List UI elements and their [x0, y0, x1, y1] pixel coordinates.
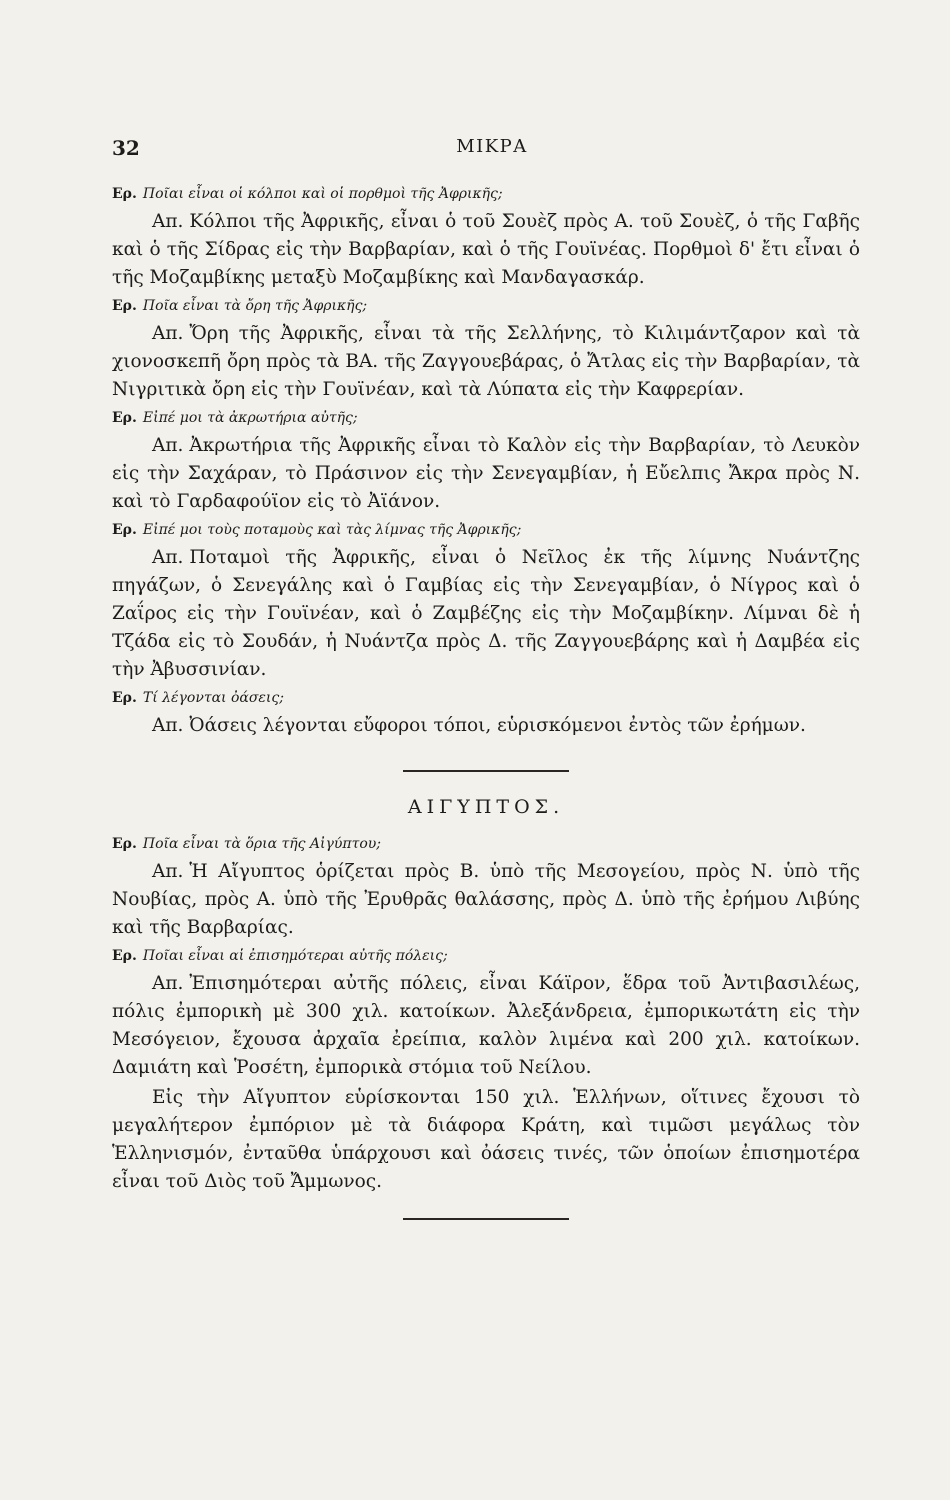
question-text: Ποῖα εἶναι τὰ ὅρια τῆς Αἰγύπτου; [142, 836, 382, 852]
answer-text: Ὀάσεις λέγονται εὔφοροι τόποι, εὑρισκόμενοι ἐντὸς τῶν ἐρήμων. [189, 715, 806, 736]
question [112, 296, 860, 317]
answer [112, 970, 860, 1082]
question-label: Ερ. [112, 522, 137, 538]
answer-text: Ὄρη τῆς Ἀφρικῆς, εἶναι τὰ τῆς Σελλήνης, τὸ Κιλιμάντζαρον καὶ τὰ χιονοσκεπῆ ὄρη πρὸς τὰ ΒΑ. τῆς Ζαγγουεβάρας, ὁ Ἄτλας εἰς τὴν Βαρβαρίαν, τὰ Νιγριτικὰ ὄρη εἰς τὴν Γουϊνέαν, καὶ τὰ Λύπατα εἰς τὴν Καφρερίαν. [112, 323, 860, 400]
answer-text: Ποταμοὶ τῆς Ἀφρικῆς, εἶναι ὁ Νεῖλος ἐκ τῆς λίμνης Νυάντζης πηγάζων, ὁ Σενεγάλης καὶ ὁ Γαμβίας εἰς τὴν Σενεγαμβίαν, ὁ Νίγρος καὶ ὁ Ζαΐρος εἰς τὴν Γουϊνέαν, καὶ ὁ Ζαμβέζης εἰς τὴν Μοζαμβίκην. Λίμναι δὲ ἡ Τζάδα εἰς τὸ Σουδάν, ἡ Νυάντζα πρὸς Δ. τῆς Ζαγγουεβάρης καὶ ἡ Δαμβέα εἰς τὴν Ἀβυσσινίαν. [112, 547, 860, 680]
question [112, 834, 860, 855]
page-number: 32 [112, 136, 140, 160]
question-label: Ερ. [112, 186, 137, 202]
question-text: Ποῖα εἶναι τὰ ὄρη τῆς Ἀφρικῆς; [142, 298, 368, 314]
answer-label: Απ. [152, 323, 184, 344]
answer-text: Ἐπισημότεραι αὐτῆς πόλεις, εἶναι Κάϊρον, ἕδρα τοῦ Ἀντιβασιλέως, πόλις ἐμπορικὴ μὲ 300 χιλ. κατοίκων. Ἀλεξάνδρεια, ἐμπορικωτάτη εἰς τὴν Μεσόγειον, ἔχουσα ἀρχαῖα ἐρείπια, καλὸν λιμένα καὶ 200 χιλ. κατοίκων. Δαμιάτη καὶ Ῥοσέτη, ἐμπορικὰ στόμια τοῦ Νείλου. [112, 973, 860, 1078]
question-label: Ερ. [112, 836, 137, 852]
section-divider [403, 770, 569, 772]
question-text: Εἰπέ μοι τὰ ἀκρωτήρια αὐτῆς; [142, 410, 358, 426]
question-text: Ποῖαι εἶναι οἱ κόλποι καὶ οἱ πορθμοὶ τῆς Ἀφρικῆς; [142, 186, 503, 202]
qa-item [112, 946, 860, 1082]
answer [112, 858, 860, 942]
section-title: ΑΙΓΥΠΤΟΣ. [407, 796, 565, 818]
question [112, 184, 860, 205]
answer-text: Κόλποι τῆς Ἀφρικῆς, εἶναι ὁ τοῦ Σουὲζ πρὸς Α. τοῦ Σουὲζ, ὁ τῆς Γαβῆς καὶ ὁ τῆς Σίδρας εἰς τὴν Βαρβαρίαν, καὶ ὁ τῆς Γουϊνέας. Πορθμοὶ δ' ἔτι εἶναι ὁ τῆς Μοζαμβίκης μεταξὺ Μοζαμβίκης καὶ Μανδαγασκάρ. [112, 211, 860, 288]
question-text: Εἰπέ μοι τοὺς ποταμοὺς καὶ τὰς λίμνας τῆς Ἀφρικῆς; [142, 522, 522, 538]
answer-label: Απ. [152, 211, 184, 232]
answer [112, 544, 860, 684]
answer [112, 208, 860, 292]
answer-label: Απ. [152, 715, 184, 736]
qa-item [112, 408, 860, 516]
question-text: Ποῖαι εἶναι αἱ ἐπισημότεραι αὐτῆς πόλεις; [142, 948, 448, 964]
answer-label: Απ. [152, 547, 184, 568]
question [112, 688, 860, 709]
answer-label: Απ. [152, 435, 184, 456]
question [112, 520, 860, 541]
section-divider [403, 1218, 569, 1220]
qa-item [112, 296, 860, 404]
question-label: Ερ. [112, 410, 137, 426]
answer-text: Ἀκρωτήρια τῆς Ἀφρικῆς εἶναι τὸ Καλὸν εἰς τὴν Βαρβαρίαν, τὸ Λευκὸν εἰς τὴν Σαχάραν, τὸ Πράσινον εἰς τὴν Σενεγαμβίαν, ἡ Εὔελπις Ἄκρα πρὸς Ν. καὶ τὸ Γαρδαφούϊον εἰς τὸ Ἀϊάνον. [112, 435, 860, 512]
qa-item [112, 184, 860, 292]
answer-label: Απ. [152, 861, 184, 882]
qa-item [112, 688, 860, 740]
paragraph: Εἰς τὴν Αἴγυπτον εὑρίσκονται 150 χιλ. Ἑλλήνων, οἵτινες ἔχουσι τὸ μεγαλήτερον ἐμπόριον μὲ τὰ διάφορα Κράτη, καὶ τιμῶσι μεγάλως τὸν Ἑλληνισμόν, ἐνταῦθα ὑπάρχουσι καὶ ὀάσεις τινές, τῶν ὁποίων ἐπισημοτέρα εἶναι τοῦ Διὸς τοῦ Ἄμμωνος. [112, 1087, 860, 1192]
question [112, 408, 860, 429]
question [112, 946, 860, 967]
question-label: Ερ. [112, 690, 137, 706]
qa-item [112, 520, 860, 684]
answer [112, 320, 860, 404]
answer [112, 432, 860, 516]
section-africa [112, 184, 860, 740]
answer [112, 712, 860, 740]
answer-text: Ἡ Αἴγυπτος ὁρίζεται πρὸς Β. ὑπὸ τῆς Μεσογείου, πρὸς Ν. ὑπὸ τῆς Νουβίας, πρὸς Α. ὑπὸ τῆς Ἐρυθρᾶς θαλάσσης, πρὸς Δ. ὑπὸ τῆς ἐρήμου Λιβύης καὶ τῆς Βαρβαρίας. [112, 861, 860, 938]
qa-item [112, 834, 860, 942]
question-label: Ερ. [112, 948, 137, 964]
question-label: Ερ. [112, 298, 137, 314]
page-body [112, 180, 860, 1220]
running-title: ΜΙΚΡΑ [456, 136, 528, 157]
question-text: Τί λέγονται ὀάσεις; [142, 690, 284, 706]
section-egypt [112, 796, 860, 1196]
answer-label: Απ. [152, 973, 184, 994]
page-header [112, 130, 872, 170]
